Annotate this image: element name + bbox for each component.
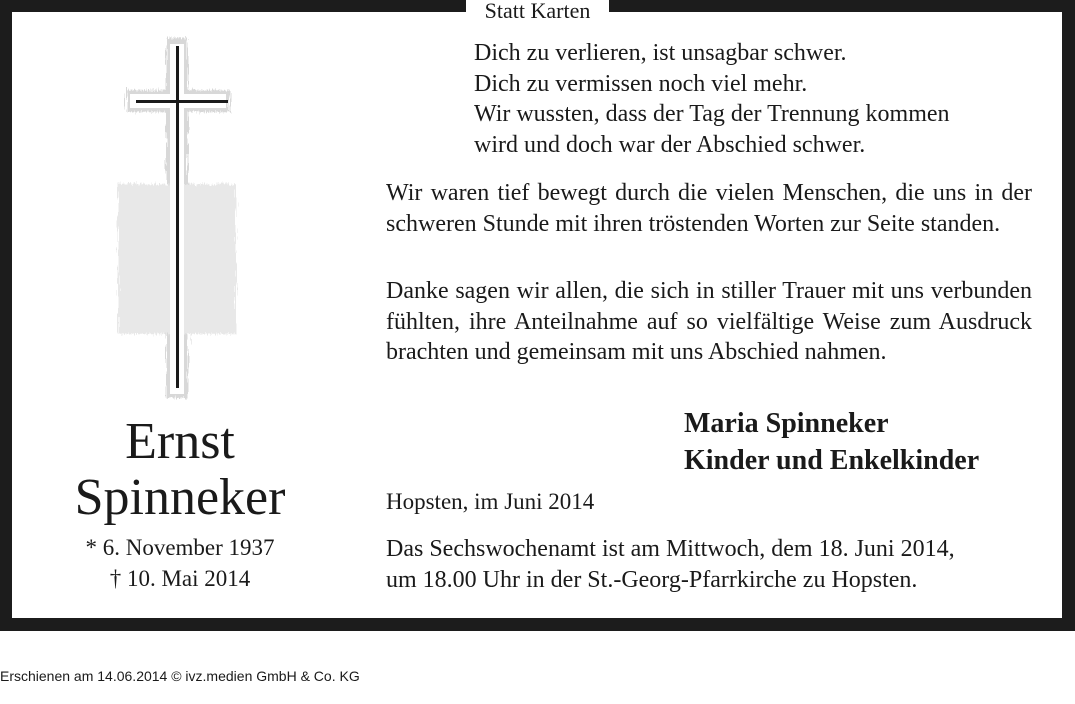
deceased-block bbox=[30, 414, 330, 594]
deceased-last-name: Spinneker bbox=[74, 469, 286, 526]
mass-line: um 18.00 Uhr in der St.-Georg-Pfarrkirche zu Hopsten. bbox=[386, 566, 918, 593]
poem-line: Dich zu verlieren, ist unsagbar schwer. bbox=[474, 40, 847, 66]
thanks-paragraph-1: Wir waren tief bewegt durch die vielen Menschen, die uns in der schweren Stunde mit ihren tröstenden Worten zur Seite standen. bbox=[386, 180, 1032, 237]
poem-line: wird und doch war der Abschied schwer. bbox=[474, 131, 866, 158]
mass-line: Das Sechswochenamt ist am Mittwoch, dem 18. Juni 2014, bbox=[386, 536, 955, 562]
birth-date: * 6. November 1937 bbox=[85, 535, 275, 560]
notice-header-label: Statt Karten bbox=[466, 0, 609, 24]
place-date: Hopsten, im Juni 2014 bbox=[386, 489, 595, 514]
poem bbox=[474, 38, 1054, 160]
death-date: † 10. Mai 2014 bbox=[109, 566, 251, 591]
signer-line: Kinder und Enkelkinder bbox=[684, 445, 980, 476]
signers bbox=[684, 405, 979, 479]
poem-line: Dich zu vermissen noch viel mehr. bbox=[474, 70, 808, 97]
poem-line: Wir wussten, dass der Tag der Trennung kommen bbox=[474, 101, 950, 127]
mass-announcement bbox=[386, 534, 955, 595]
deceased-first-name: Ernst bbox=[125, 413, 235, 470]
signer-line: Maria Spinneker bbox=[684, 408, 889, 439]
cross-icon bbox=[112, 34, 242, 404]
publication-note: Erschienen am 14.06.2014 © ivz.medien GmbH & Co. KG bbox=[0, 668, 360, 684]
thanks-paragraph-2: Danke sagen wir allen, die sich in stiller Trauer mit uns verbunden fühlten, ihre Anteilnahme auf so vielfältige Weise zum Ausdruck brachten und gemeinsam mit uns Abschied nahmen. bbox=[386, 278, 1032, 366]
